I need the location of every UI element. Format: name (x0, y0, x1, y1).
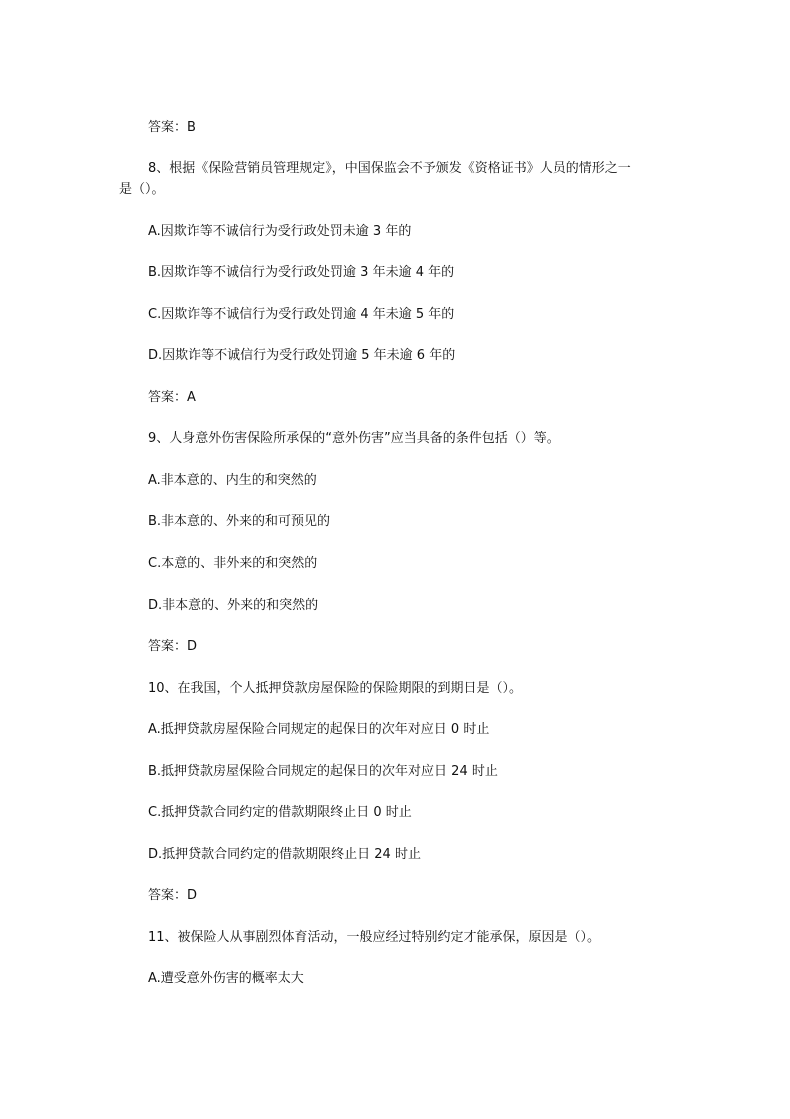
question-10-option-a: A.抵押贷款房屋保险合同规定的起保日的次年对应日 0 时止 (148, 722, 490, 737)
question-9-option-c: C.本意的、非外来的和突然的 (148, 556, 318, 571)
question-8-text-continued: 是（）。 (119, 182, 165, 197)
question-11-option-a: A.遭受意外伤害的概率太大 (148, 971, 304, 986)
answer-7: 答案：B (148, 120, 196, 135)
question-9-option-a: A.非本意的、内生的和突然的 (148, 473, 317, 488)
answer-8: 答案：A (148, 390, 196, 405)
question-10-option-c: C.抵押贷款合同约定的借款期限终止日 0 时止 (148, 805, 412, 820)
answer-10: 答案：D (148, 888, 198, 903)
question-8-option-c: C.因欺诈等不诚信行为受行政处罚逾 4 年未逾 5 年的 (148, 307, 455, 322)
question-9-option-b: B.非本意的、外来的和可预见的 (148, 514, 331, 529)
question-11-text: 11、被保险人从事剧烈体育活动，一般应经过特别约定才能承保，原因是（）。 (148, 930, 601, 945)
question-10-text: 10、在我国，个人抵押贷款房屋保险的保险期限的到期日是（）。 (148, 681, 523, 696)
question-8-option-a: A.因欺诈等不诚信行为受行政处罚未逾 3 年的 (148, 224, 412, 239)
question-8-option-b: B.因欺诈等不诚信行为受行政处罚逾 3 年未逾 4 年的 (148, 265, 455, 280)
answer-9: 答案：D (148, 639, 198, 654)
question-9-text: 9、人身意外伤害保险所承保的“意外伤害”应当具备的条件包括（）等。 (148, 431, 560, 446)
question-9-option-d: D.非本意的、外来的和突然的 (148, 598, 319, 613)
question-8-option-d: D.因欺诈等不诚信行为受行政处罚逾 5 年未逾 6 年的 (148, 348, 456, 363)
question-10-option-d: D.抵押贷款合同约定的借款期限终止日 24 时止 (148, 847, 421, 862)
question-8-text: 8、根据《保险营销员管理规定》，中国保监会不予颁发《资格证书》人员的情形之一 (148, 161, 631, 176)
question-10-option-b: B.抵押贷款房屋保险合同规定的起保日的次年对应日 24 时止 (148, 764, 498, 779)
